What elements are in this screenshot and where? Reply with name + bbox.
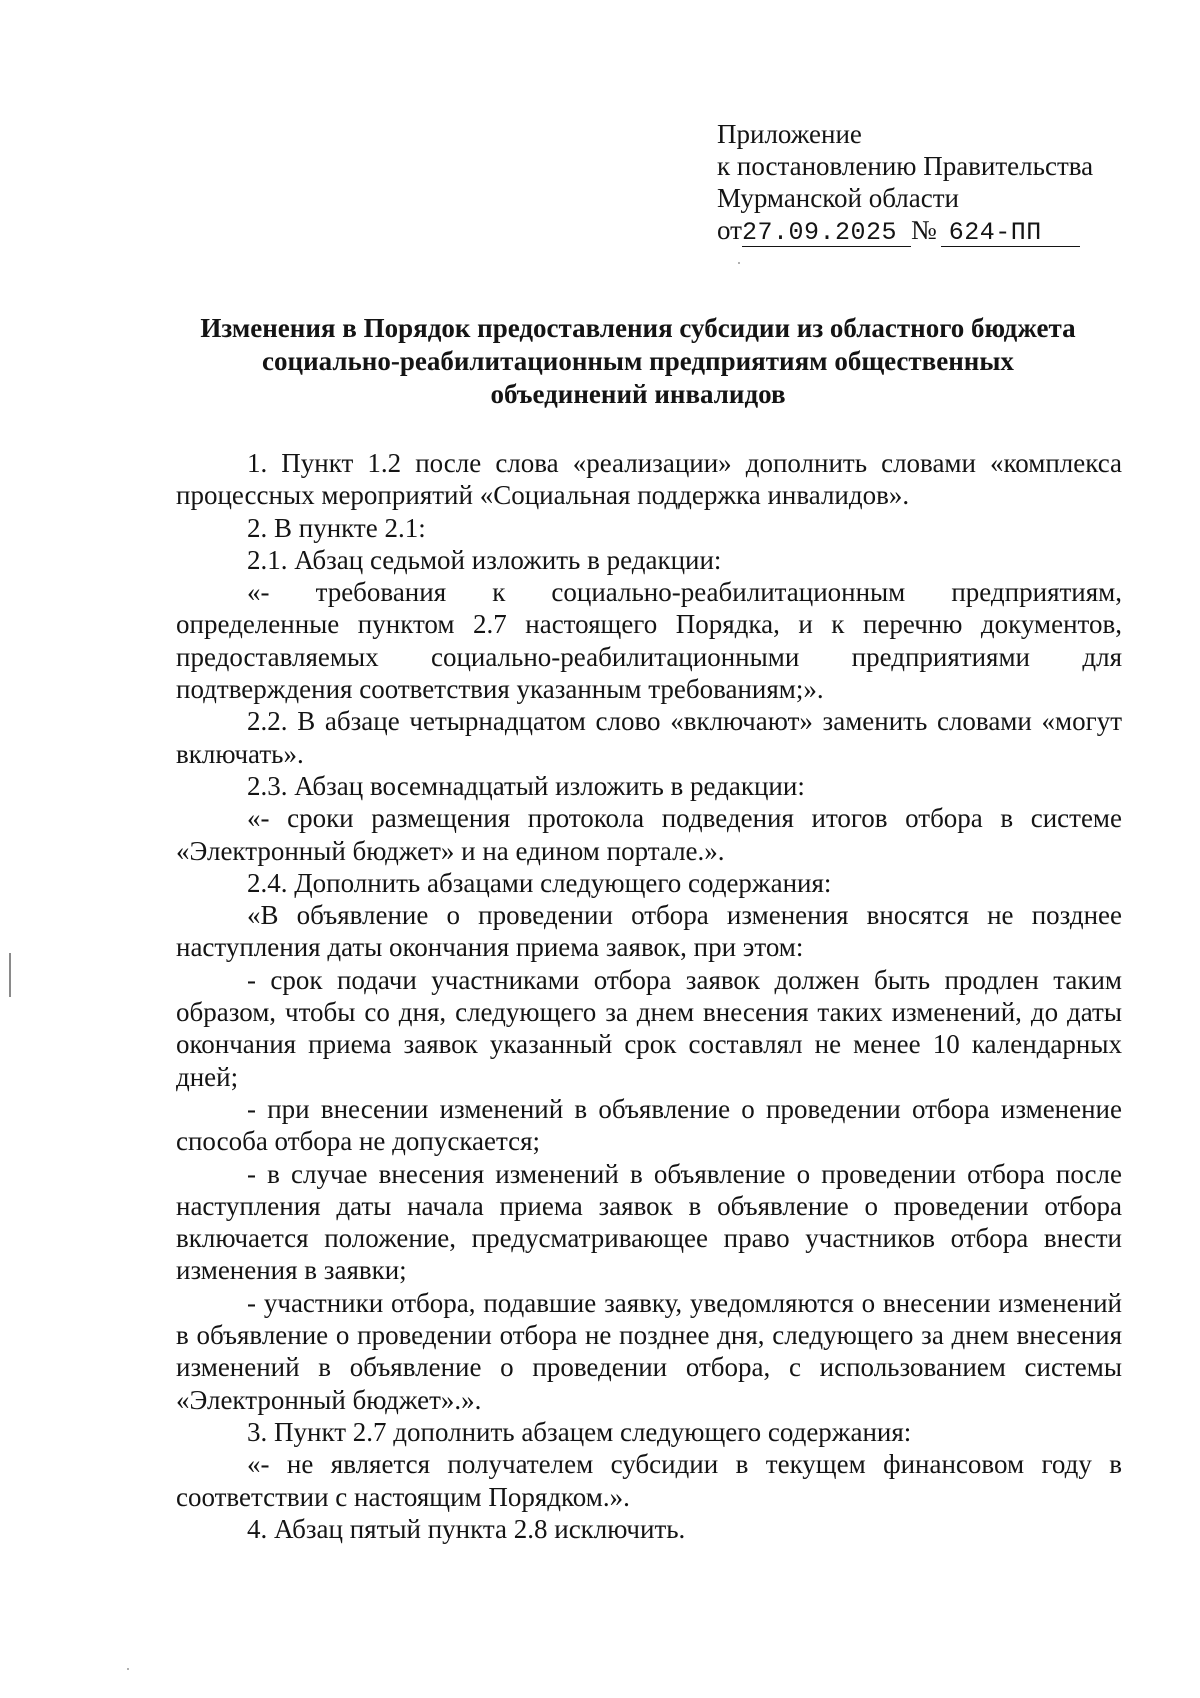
resolution-number: 624-ПП: [941, 220, 1080, 247]
paragraph: «- требования к социально-реабилитационным предприятиям, определенные пунктом 2.7 настоящего Порядка, и к перечню документов, предоставляемых социально-реабилитационными предприятиями для подтверждения соответствия указанным требованиям;».: [176, 577, 1122, 705]
paragraph: «В объявление о проведении отбора изменения вносятся не позднее наступления даты окончания приема заявок, при этом:: [176, 900, 1122, 963]
appendix-heading: Приложение: [717, 119, 862, 149]
appendix-date-line: [717, 214, 1093, 247]
paragraph: 3. Пункт 2.7 дополнить абзацем следующего содержания:: [247, 1416, 912, 1447]
scan-margin-mark: [9, 953, 11, 997]
paragraph: - срок подачи участниками отбора заявок должен быть продлен таким образом, чтобы со дня, следующего за днем внесения таких изменений, до даты окончания приема заявок указанный срок составлял не менее 10 календарных дней;: [176, 964, 1122, 1092]
paragraph: 4. Абзац пятый пункта 2.8 исключить.: [247, 1513, 686, 1544]
document-title: [150, 312, 1126, 411]
paragraph: «- не является получателем субсидии в текущем финансовом году в соответствии с настоящим Порядком.».: [176, 1449, 1122, 1512]
title-line-2: социально-реабилитационным предприятиям общественных: [262, 346, 1014, 376]
title-line-1: Изменения в Порядок предоставления субсидии из областного бюджета: [200, 313, 1076, 343]
document-body: [176, 447, 1122, 1545]
title-line-3: объединений инвалидов: [490, 379, 786, 409]
scan-speck: [127, 1668, 129, 1670]
paragraph: - в случае внесения изменений в объявление о проведении отбора после наступления даты начала приема заявок в объявление о проведении отбора включается положение, предусматривающее право участников отбора внести изменения в заявки;: [176, 1158, 1122, 1286]
paragraph: 2. В пункте 2.1:: [247, 512, 426, 543]
appendix-region: Мурманской области: [717, 183, 959, 213]
number-label: №: [910, 215, 937, 245]
paragraph: «- сроки размещения протокола подведения итогов отбора в системе «Электронный бюджет» и на едином портале.».: [176, 803, 1122, 866]
appendix-reference: к постановлению Правительства: [717, 151, 1094, 181]
scan-speck: [738, 262, 740, 264]
appendix-block: [717, 118, 1093, 247]
paragraph: - участники отбора, подавшие заявку, уведомляются о внесении изменений в объявление о проведении отбора не позднее дня, следующего за днем внесения изменений в объявление о проведении отбора, с использованием системы «Электронный бюджет».».: [176, 1287, 1122, 1415]
paragraph: 2.3. Абзац восемнадцатый изложить в редакции:: [247, 770, 805, 801]
paragraph: 2.2. В абзаце четырнадцатом слово «включают» заменить словами «могут включать».: [176, 706, 1122, 769]
paragraph: - при внесении изменений в объявление о проведении отбора изменение способа отбора не допускается;: [176, 1093, 1122, 1157]
paragraph: 1. Пункт 1.2 после слова «реализации» дополнить словами «комплекса процессных мероприятий «Социальная поддержка инвалидов».: [176, 448, 1122, 511]
paragraph: 2.4. Дополнить абзацами следующего содержания:: [247, 867, 832, 898]
paragraph: 2.1. Абзац седьмой изложить в редакции:: [247, 544, 722, 575]
resolution-date: 27.09.2025: [742, 220, 911, 247]
from-label: от: [717, 215, 742, 245]
